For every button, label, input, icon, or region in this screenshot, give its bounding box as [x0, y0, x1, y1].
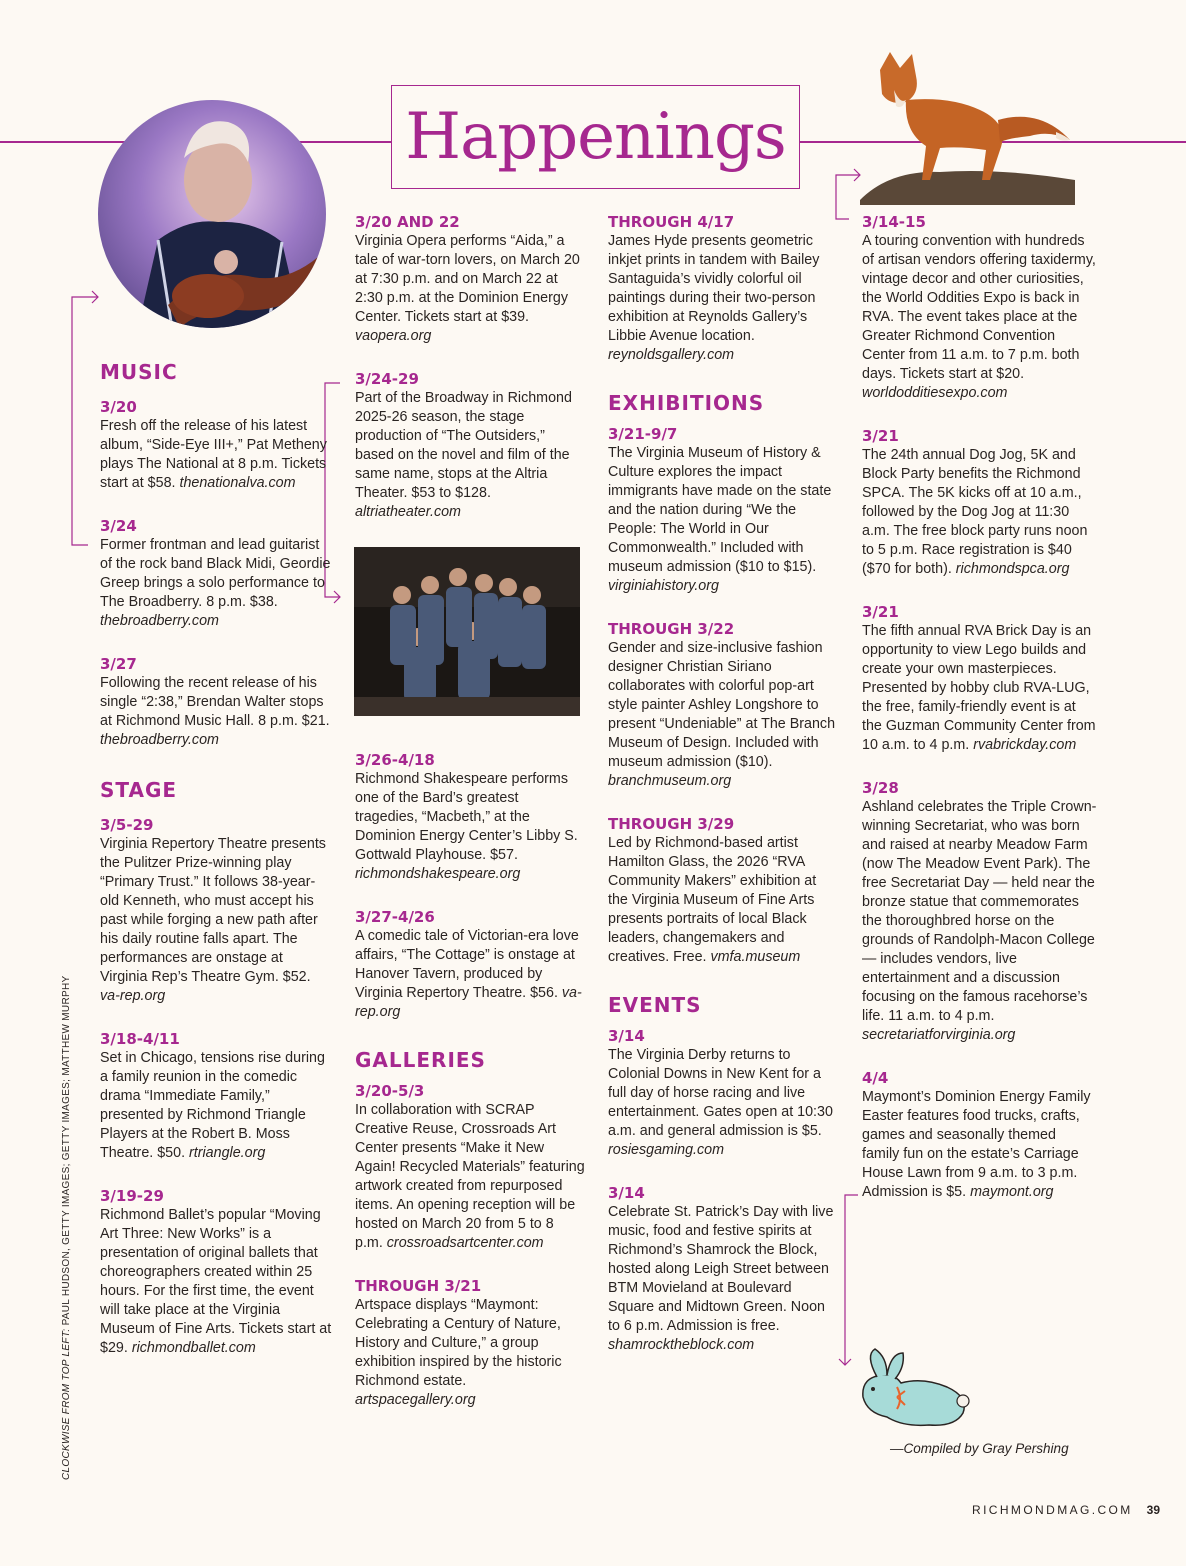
listing-text: Former frontman and lead guitarist of the rock band Black Midi, Geordie Greep brings a solo performance to The Broadberry. 8 p.m. $38. thebroadberry.com: [100, 537, 331, 629]
listing-url[interactable]: crossroadsartcenter.com: [386, 1235, 544, 1251]
galleries-heading: GALLERIES: [355, 1048, 486, 1072]
listing-text: Ashland celebrates the Triple Crown-winning Secretariat, who was born and raised at nearby Meadow Farm (now The Meadow Event Park). The free Secretariat Day — held near the bronze statue that commemorates the thoroughbred horse on the grounds of Randolph-Macon College — includes vendors, live entertainment and a discussion focusing on the famous racehorse’s life. 11 a.m. to 4 p.m. secretariatforvirginia.org: [862, 799, 1097, 1043]
listing-date: 3/14-15: [862, 213, 926, 231]
credit-label: CLOCKWISE FROM TOP LEFT:: [61, 1328, 72, 1480]
listing-date: 3/20-5/3: [355, 1082, 425, 1100]
stage-listing: [100, 1187, 332, 1358]
stage-listing: [100, 816, 332, 1006]
listing-url[interactable]: shamrocktheblock.com: [608, 1337, 755, 1353]
page-footer: [972, 1503, 1160, 1517]
events-listing: [608, 1184, 838, 1355]
listing-url[interactable]: thenationalva.com: [179, 475, 296, 491]
listing-text: Virginia Repertory Theatre presents the Pulitzer Prize-winning play “Primary Trust.” It follows 38-year-old Kenneth, who must accept his past while forging a new path after his daily routine falls apart. The performances are onstage at Virginia Rep’s Theatre Gym. $52. va-rep.org: [100, 836, 326, 1004]
listing-text: Richmond Shakespeare performs one of the Bard’s greatest tragedies, “Macbeth,” at the Dominion Energy Center’s Libby S. Gottwald Playhouse. $57. richmondshakespeare.org: [355, 771, 578, 882]
listing-date: 3/14: [608, 1184, 645, 1202]
events-heading: EVENTS: [608, 993, 702, 1017]
listing-url[interactable]: maymont.org: [970, 1184, 1054, 1200]
listing-text: Gender and size-inclusive fashion designer Christian Siriano collaborates with colorful pop-art style painter Ashley Longshore to present “Undeniable” at The Branch Museum of Design. Included with museum admission ($10). branchmuseum.org: [608, 640, 836, 789]
stage-listing: [355, 751, 585, 884]
events-listing: [862, 213, 1097, 403]
exhibitions-listing: [608, 620, 838, 791]
exhibitions-listing: [608, 815, 838, 967]
listing-date: 3/20: [100, 398, 137, 416]
listing-url[interactable]: va-rep.org: [355, 985, 582, 1020]
stage-listing: [355, 213, 585, 346]
listing-text: A comedic tale of Victorian-era love affairs, “The Cottage” is onstage at Hanover Tavern, produced by Virginia Repertory Theatre. $56. va-rep.org: [355, 928, 582, 1020]
listing-text: Virginia Opera performs “Aida,” a tale of war-torn lovers, on March 20 at 7:30 p.m. and on March 22 at 2:30 p.m. at the Dominion Energy Center. Tickets start at $39. vaopera.org: [355, 233, 580, 344]
listing-date: 3/27: [100, 655, 137, 673]
listing-text: Maymont’s Dominion Energy Family Easter features food trucks, crafts, games and seasonally themed family fun on the estate’s Carriage House Lawn from 9 a.m. to 3 p.m. Admission is $5. maymont.org: [862, 1089, 1091, 1200]
listing-date: 4/4: [862, 1069, 889, 1087]
page-title: Happenings: [405, 100, 786, 174]
music-listing: [100, 517, 332, 631]
listing-date: 3/21: [862, 603, 899, 621]
listing-date: 3/21-9/7: [608, 425, 678, 443]
exhibitions-listing: [608, 425, 838, 596]
listing-url[interactable]: richmondshakespeare.org: [355, 866, 521, 882]
listing-text: Celebrate St. Patrick’s Day with live music, food and festive spirits at Richmond’s Shamrock the Block, hosted along Leigh Street between BTM Movieland at Boulevard Square and Midtown Green. Noon to 6 p.m. Admission is free. shamrocktheblock.com: [608, 1204, 834, 1353]
compiled-by: —Compiled by Gray Pershing: [890, 1441, 1069, 1456]
listing-text: Set in Chicago, tensions rise during a family reunion in the comedic drama “Immediate Family,” presented by Richmond Triangle Players at the Robert B. Moss Theatre. $50. rtriangle.org: [100, 1050, 325, 1161]
listing-text: In collaboration with SCRAP Creative Reuse, Crossroads Art Center presents “Make it New Again! Recycled Materials” featuring artwork created from repurposed items. An opening reception will be hosted on March 20 from 5 to 8 p.m. crossroadsartcenter.com: [355, 1102, 585, 1251]
events-listing: [862, 779, 1097, 1045]
page-number: 39: [1146, 1503, 1161, 1517]
listing-date: 3/21: [862, 427, 899, 445]
listing-date: THROUGH 4/17: [608, 213, 735, 231]
stage-listing: [355, 370, 585, 522]
listing-url[interactable]: richmondspca.org: [955, 561, 1070, 577]
listing-date: THROUGH 3/21: [355, 1277, 482, 1295]
listing-text: The 24th annual Dog Jog, 5K and Block Party benefits the Richmond SPCA. The 5K kicks off at 10 a.m., followed by the Dog Jog at 11:30 a.m. The free block party runs noon to 5 p.m. Race registration is $40 ($70 for both). richmondspca.org: [862, 447, 1088, 577]
listing-text: Part of the Broadway in Richmond 2025-26 season, the stage production of “The Outsiders,” based on the novel and film of the same name, stops at the Altria Theater. $53 to $128. altriatheater.com: [355, 390, 572, 520]
listing-date: 3/26-4/18: [355, 751, 435, 769]
listing-date: 3/19-29: [100, 1187, 164, 1205]
listing-url[interactable]: richmondballet.com: [131, 1340, 256, 1356]
listing-date: 3/5-29: [100, 816, 154, 834]
listing-url[interactable]: altriatheater.com: [355, 504, 461, 520]
listing-date: 3/24: [100, 517, 137, 535]
listing-url[interactable]: vaopera.org: [355, 328, 432, 344]
listing-url[interactable]: reynoldsgallery.com: [608, 347, 735, 363]
listing-text: Fresh off the release of his latest album, “Side-Eye III+,” Pat Metheny plays The National at 8 p.m. Tickets start at $58. thenationalva.com: [100, 418, 327, 491]
music-listing: [100, 398, 332, 493]
footer-site[interactable]: RICHMONDMAG.COM: [972, 1503, 1133, 1517]
listing-url[interactable]: rtriangle.org: [189, 1145, 266, 1161]
events-listing: [862, 1069, 1097, 1202]
listing-text: A touring convention with hundreds of artisan vendors offering taxidermy, vintage decor and other curiosities, the World Oddities Expo is back in RVA. The event takes place at the Greater Richmond Convention Center from 11 a.m. to 7 p.m. both days. Tickets start at $20. worldodditiesexpo.com: [862, 233, 1096, 401]
listing-url[interactable]: thebroadberry.com: [100, 613, 219, 629]
listing-text: Richmond Ballet’s popular “Moving Art Three: New Works” is a presentation of original ballets that choreographers created within 25 hours. For the first time, the event will take place at the Virginia Museum of Fine Arts. Tickets start at $29. richmondballet.com: [100, 1207, 332, 1356]
music-heading: MUSIC: [100, 360, 178, 384]
events-listing: [862, 603, 1097, 755]
listing-text: The Virginia Derby returns to Colonial Downs in New Kent for a full day of horse racing and live entertainment. Gates open at 10:30 a.m. and general admission is $5. rosiesgaming.com: [608, 1047, 833, 1158]
listing-text: Artspace displays “Maymont: Celebrating a Century of Nature, History and Culture,” a group exhibition inspired by the historic Richmond estate. artspacegallery.org: [355, 1297, 562, 1408]
listing-url[interactable]: worldodditiesexpo.com: [862, 385, 1008, 401]
events-listing: [862, 427, 1097, 579]
photo-spacer: [355, 546, 585, 751]
galleries-listing: [355, 1082, 585, 1253]
galleries-listing: [355, 1277, 585, 1410]
listing-date: THROUGH 3/29: [608, 815, 735, 833]
column-1: [100, 360, 332, 1382]
bunny-illustration: [843, 1347, 973, 1437]
listing-text: Led by Richmond-based artist Hamilton Glass, the 2026 “RVA Community Makers” exhibition at the Virginia Museum of Fine Arts presents portraits of local Black leaders, changemakers and creatives. Free. vmfa.museum: [608, 835, 817, 965]
credit-text: PAUL HUDSON, GETTY IMAGES; GETTY IMAGES; MATTHEW MURPHY: [61, 975, 72, 1329]
listing-date: 3/20 AND 22: [355, 213, 460, 231]
column-2: [355, 213, 585, 1434]
column-4: [862, 213, 1097, 1226]
listing-url[interactable]: artspacegallery.org: [355, 1392, 476, 1408]
listing-text: The Virginia Museum of History & Culture explores the impact immigrants have made on the state and the nation during “We the People: The World in Our Commonwealth.” Included with museum admission ($10 to $15). virginiahistory.org: [608, 445, 832, 594]
listing-url[interactable]: branchmuseum.org: [608, 773, 732, 789]
galleries-listing: [608, 213, 838, 365]
listing-text: James Hyde presents geometric inkjet prints in tandem with Bailey Santaguida’s vividly colorful oil paintings during their two-person exhibition at Reynolds Gallery’s Libbie Avenue location. reynoldsgallery.com: [608, 233, 820, 363]
stage-heading: STAGE: [100, 778, 178, 802]
listing-url[interactable]: va-rep.org: [100, 988, 166, 1004]
stage-listing: [355, 908, 585, 1022]
listing-url[interactable]: rosiesgaming.com: [608, 1142, 725, 1158]
listing-url[interactable]: thebroadberry.com: [100, 732, 219, 748]
listing-date: 3/27-4/26: [355, 908, 435, 926]
listing-date: 3/28: [862, 779, 899, 797]
events-listing: [608, 1027, 838, 1160]
listing-url[interactable]: rvabrickday.com: [973, 737, 1077, 753]
listing-url[interactable]: virginiahistory.org: [608, 578, 719, 594]
listing-date: THROUGH 3/22: [608, 620, 735, 638]
listing-date: 3/18-4/11: [100, 1030, 180, 1048]
listing-date: 3/14: [608, 1027, 645, 1045]
listing-text: The fifth annual RVA Brick Day is an opportunity to view Lego builds and create your own masterpieces. Presented by hobby club RVA-LUG, the free, family-friendly event is at the Guzman Community Center from 10 a.m. to 4 p.m. rvabrickday.com: [862, 623, 1096, 753]
column-3: [608, 213, 838, 1379]
listing-url[interactable]: secretariatforvirginia.org: [862, 1027, 1016, 1043]
music-listing: [100, 655, 332, 750]
listing-date: 3/24-29: [355, 370, 419, 388]
stage-listing: [100, 1030, 332, 1163]
listing-text: Following the recent release of his single “2:38,” Brendan Walter stops at Richmond Music Hall. 8 p.m. $21. thebroadberry.com: [100, 675, 330, 748]
exhibitions-heading: EXHIBITIONS: [608, 391, 765, 415]
listing-url[interactable]: vmfa.museum: [710, 949, 801, 965]
